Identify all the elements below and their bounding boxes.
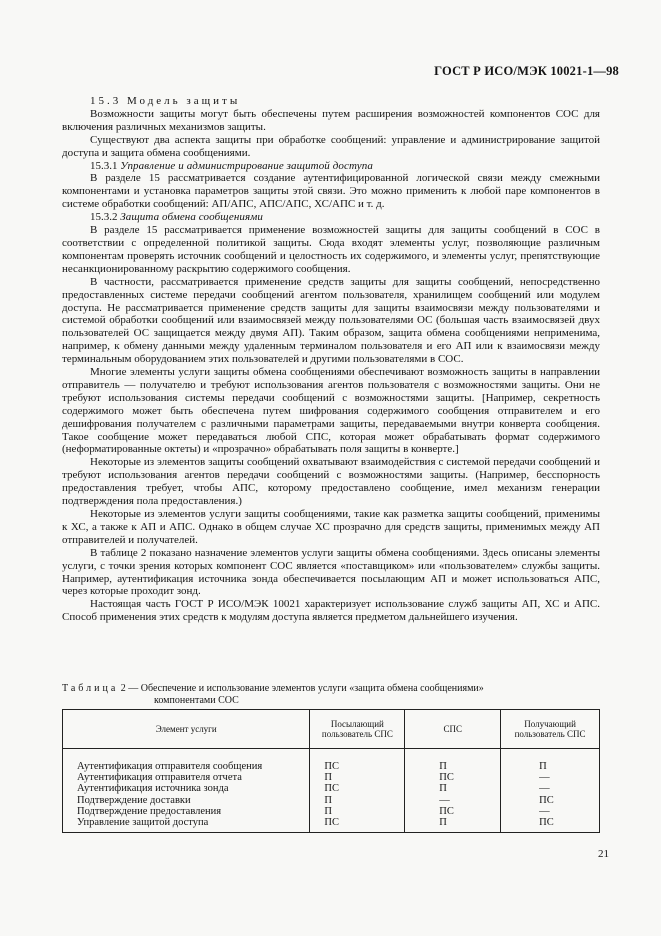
paragraph: Настоящая часть ГОСТ Р ИСО/МЭК 10021 характеризует использование служб защиты АП, ХС и АПС. Способ применения этих средств к модулям доступа является предметом дальнейшего изучения.	[62, 598, 600, 624]
service-cell: Подтверждение предоставления	[63, 806, 310, 817]
standard-header: ГОСТ Р ИСО/МЭК 10021-1—98	[434, 64, 619, 78]
table-row	[63, 817, 600, 833]
col-header-mts: СПС	[405, 710, 501, 749]
page-number: 21	[598, 848, 609, 860]
subsection-heading	[62, 211, 600, 224]
value-cell: —	[501, 783, 600, 794]
value-cell: П	[405, 783, 501, 794]
paragraph: Возможности защиты могут быть обеспечены путем расширения возможностей компонентов СОС для включения различных механизмов защиты.	[62, 107, 600, 133]
table-row	[63, 772, 600, 783]
subsection-title: Защита обмена сообщениями	[120, 211, 263, 224]
table-caption	[62, 683, 622, 706]
col-header-receiving-user: Получающий пользователь СПС	[501, 710, 600, 749]
value-cell: ПС	[405, 806, 501, 817]
value-cell: ПС	[501, 817, 600, 833]
table-caption-line2: компонентами СОС	[154, 694, 239, 706]
value-cell: ПС	[501, 795, 600, 806]
service-cell: Аутентификация источника зонда	[63, 783, 310, 794]
value-cell: ПС	[310, 783, 405, 794]
value-cell: П	[310, 806, 405, 817]
paragraph: Некоторые из элементов защиты сообщений охватывают взаимодействия с системой передачи сообщений и требуют использования агентов передачи сообщений с возможностями защиты. (Например, бесспорность предоставления требует, чтобы АПС, которому предоставлено сообщение, имел механизм генерации подтверждения пола предоставления.)	[62, 456, 600, 508]
section-title: 15.3 Модель защиты	[90, 95, 241, 107]
body-text	[62, 95, 600, 624]
table-row	[63, 749, 600, 773]
service-cell: Аутентификация отправителя сообщения	[63, 749, 310, 773]
value-cell: П	[310, 772, 405, 783]
paragraph: Многие элементы услуги защиты обмена сообщениями обеспечивают возможность защиты в направлении отправитель — получателю и требуют использования агентов пользователя с возможностями защиты. Они не требуют использования системы передачи сообщений с возможностями защиты. [Например, секретность содержимого может быть обеспечена путем шифрования содержимого сообщения отправителем и его дешифрования получателем с различными параметрами защиты, передаваемыми внутри конверта сообщения. Такое сообщение может передаваться любой СПС, которая может обрабатывать формат содержимого (неформатированные октеты) и «прозрачно» обрабатывать поля защиты в конверте.]	[62, 366, 600, 456]
subsection-heading	[62, 160, 600, 173]
services-table	[62, 709, 600, 833]
value-cell: ПС	[310, 817, 405, 833]
service-cell: Подтверждение доставки	[63, 795, 310, 806]
value-cell: —	[501, 772, 600, 783]
paragraph: В таблице 2 показано назначение элементов услуги защиты обмена сообщениями. Здесь описаны элементы услуги, с точки зрения которых компонент СОС является «поставщиком» или «пользователем» службы защиты. Например, аутентификация источника зонда обеспечивается посылающим АП и может использоваться АПС, через которые проходит зонд.	[62, 546, 600, 598]
col-header-service: Элемент услуги	[63, 710, 310, 749]
table-row	[63, 806, 600, 817]
table-header-row	[63, 710, 600, 749]
service-cell: Управление защитой доступа	[63, 817, 310, 833]
table-caption-line1: 2 — Обеспечение и использование элементов услуги «защита обмена сообщениями»	[120, 683, 484, 694]
table-row	[63, 783, 600, 794]
service-cell: Аутентификация отправителя отчета	[63, 772, 310, 783]
subsection-title: Управление и администрирование защитой доступа	[120, 159, 373, 172]
value-cell: —	[501, 806, 600, 817]
value-cell: П	[501, 749, 600, 773]
subsection-number: 15.3.1	[90, 159, 118, 172]
value-cell: П	[405, 817, 501, 833]
value-cell: ПС	[405, 772, 501, 783]
paragraph: В частности, рассматривается применение средств защиты для защиты сообщений, непосредственно предоставленных системе передачи сообщений агентом пользователя, хранилищем сообщений или модулем доступа. Не рассматривается применение средств защиты для защиты взаимосвязи между пользователями и системой обработки сообщений или взаимосвязей между пользователями ОС (большая часть взаимосвязей двух пользователей ОС защищается между двумя АП). Таким образом, защита обмена сообщениями неприменима, например, к обмену данными между удаленным терминалом пользователя и его АП или к взаимосвязи между терминальным оборудованием этих пользователей и другими пользователями в СОС.	[62, 275, 600, 366]
paragraph: В разделе 15 рассматривается создание аутентифицированной логической связи между смежными компонентами и установка параметров защиты этой связи. Это можно применить к любой паре компонентов в системе обработки сообщений: АП/АПС, АПС/АПС, ХС/АПС и т. д.	[62, 172, 600, 211]
paragraph: Существуют два аспекта защиты при обработке сообщений: управление и администрирование защитой доступа и защита обмена сообщениями.	[62, 133, 600, 159]
paragraph: Некоторые из элементов услуги защиты сообщениями, такие как разметка защиты сообщений, применимы к ХС, а также к АП и АПС. Однако в общем случае ХС прозрачно для средств защиты, применимых между АП отправителей и получателей.	[62, 508, 600, 546]
value-cell: П	[405, 749, 501, 773]
value-cell: —	[405, 795, 501, 806]
value-cell: П	[310, 795, 405, 806]
table-row	[63, 795, 600, 806]
value-cell: ПС	[310, 749, 405, 773]
subsection-number: 15.3.2	[90, 211, 118, 224]
paragraph: В разделе 15 рассматривается применение возможностей защиты для защиты сообщений в СОС в соответствии с определенной политикой защиты. Сюда входят элементы услуг, позволяющие различным компонентам проверять источник сообщений и целостность их содержимого, и элементы услуг, препятствующие несанкционированному раскрытию содержимого сообщения.	[62, 224, 600, 275]
table-label: Таблица	[62, 683, 119, 694]
col-header-sending-user: Посылающий пользователь СПС	[310, 710, 405, 749]
